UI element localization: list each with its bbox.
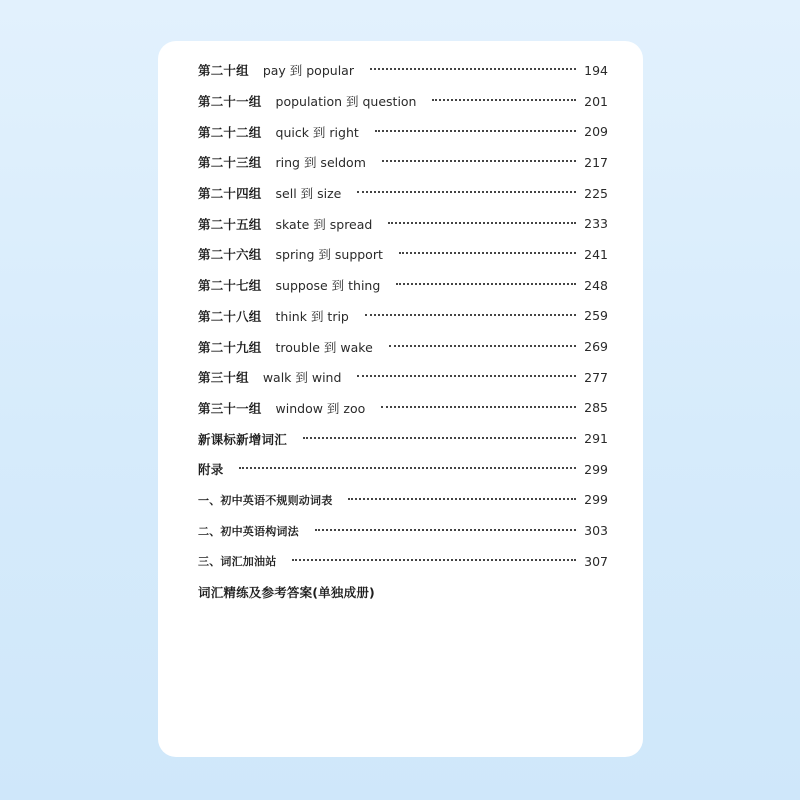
toc-entry-range: window 到 zoo [275,400,366,416]
leader-dots [370,68,576,70]
leader-dots [389,345,576,347]
leader-dots [348,498,576,500]
toc-entry-label: 第二十三组 [198,155,262,171]
leader-dots [239,467,576,469]
toc-entry-range: walk 到 wind [262,370,342,386]
leader-dots [396,283,576,285]
leader-dots [388,222,576,224]
toc-entry-label: 词汇精练及参考答案(单独成册) [198,585,375,601]
toc-entry[interactable] [198,147,608,178]
toc-entry[interactable] [198,331,608,362]
toc-entry-label: 第二十六组 [198,247,262,263]
toc-entry-range: skate 到 spread [275,216,373,232]
leader-dots [303,437,576,439]
leader-dots [399,252,576,254]
toc-entry[interactable] [198,393,608,424]
toc-entry-range: spring 到 support [275,247,383,263]
toc-entry-page: 233 [584,216,608,232]
toc-entry-page: 241 [584,246,608,262]
toc-entry[interactable] [198,178,608,209]
leader-dots [365,314,576,316]
toc-entry-page: 225 [584,185,608,201]
toc-entry-answers[interactable] [198,577,608,608]
toc-entry-page: 299 [584,461,608,477]
toc-entry-label: 附录 [198,462,224,478]
leader-dots [315,529,576,531]
leader-dots [382,160,576,162]
leader-dots [357,191,576,193]
toc-entry[interactable] [198,116,608,147]
leader-dots [381,406,576,408]
toc-entry-range: sell 到 size [275,186,342,202]
toc-entry-appendix[interactable] [198,454,608,485]
toc-entry-label: 二、初中英语构词法 [198,524,299,538]
toc-entry-page: 299 [584,492,608,508]
toc-entry-label: 第二十七组 [198,278,262,294]
toc-entry-page: 217 [584,154,608,170]
toc-entry-page: 303 [584,523,608,539]
toc-entry[interactable] [198,55,608,86]
toc-entry-label: 第三十一组 [198,400,262,416]
toc-entry-page: 209 [584,124,608,140]
toc-entry-label: 新课标新增词汇 [198,431,287,447]
toc-entry-new-vocab[interactable] [198,423,608,454]
toc-entry[interactable] [198,301,608,332]
toc-appendix-item[interactable] [198,546,608,577]
leader-dots [375,130,576,132]
toc-entry-range: pay 到 popular [262,63,354,79]
leader-dots [357,375,576,377]
toc-entry-page: 307 [584,553,608,569]
toc-entry-range: trouble 到 wake [275,339,373,355]
toc-entry-page: 277 [584,369,608,385]
toc-entry-label: 第三十组 [198,370,249,386]
toc-entry-page: 201 [584,93,608,109]
toc-entry-label: 第二十二组 [198,124,262,140]
toc-entry[interactable] [198,270,608,301]
toc-entry[interactable] [198,362,608,393]
toc-entry-range: suppose 到 thing [275,278,381,294]
toc-entry-label: 三、词汇加油站 [198,555,277,569]
toc-appendix-item[interactable] [198,485,608,516]
toc-entry-label: 第二十五组 [198,216,262,232]
toc-entry[interactable] [198,239,608,270]
toc-entry-page: 259 [584,308,608,324]
toc-entry-page: 291 [584,431,608,447]
toc-entry-label: 第二十一组 [198,94,262,110]
toc-entry-range: quick 到 right [275,124,359,140]
toc-appendix-item[interactable] [198,515,608,546]
toc-entry-range: ring 到 seldom [275,155,366,171]
toc-entry-label: 一、初中英语不规则动词表 [198,493,333,507]
toc-entry-label: 第二十九组 [198,339,262,355]
toc-entry-label: 第二十八组 [198,308,262,324]
toc-entry-label: 第二十四组 [198,186,262,202]
toc-entry-range: population 到 question [275,94,417,110]
leader-dots [432,99,576,101]
toc-entry[interactable] [198,208,608,239]
toc-entry-range: think 到 trip [275,308,349,324]
toc-entry-label: 第二十组 [198,63,249,79]
table-of-contents [198,55,608,607]
toc-entry-page: 285 [584,400,608,416]
leader-dots [292,559,576,561]
toc-entry[interactable] [198,86,608,117]
toc-entry-page: 269 [584,339,608,355]
toc-entry-page: 248 [584,277,608,293]
toc-entry-page: 194 [584,62,608,78]
